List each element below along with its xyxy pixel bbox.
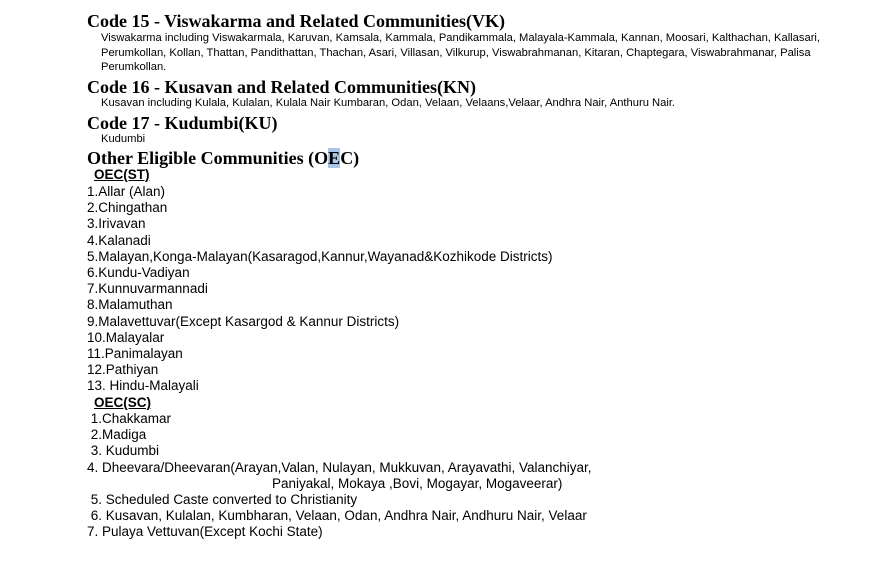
code-15-heading: Code 15 - Viswakarma and Related Communities(VK) [87, 11, 505, 31]
oec-heading-text: Other Eligible Communities (O [87, 148, 329, 168]
list-item [87, 460, 592, 492]
list-item: 3.Irivavan [87, 216, 146, 232]
list-item: 9.Malavettuvar(Except Kasargod & Kannur Districts) [87, 313, 400, 329]
list-item: 13. Hindu-Malayali [87, 378, 199, 394]
list-item: 4.Kalanadi [87, 232, 151, 248]
list-item-line: 4. Dheevara/Dheevaran(Arayan,Valan, Nulayan, Mukkuvan, Arayavathi, Valanchiyar, [87, 459, 592, 475]
code-17-description: Kudumbi [101, 133, 146, 145]
list-item: 2.Chingathan [87, 200, 168, 216]
oec-st-list [87, 184, 553, 394]
list-item: 5. Scheduled Caste converted to Christianity [87, 491, 358, 507]
list-item-continuation: Paniyakal, Mokaya ,Bovi, Mogayar, Mogaveerar) [272, 475, 563, 491]
list-item: 12.Pathiyan [87, 362, 159, 378]
list-item: 11.Panimalayan [87, 345, 183, 361]
code-16-description: Kusavan including Kulala, Kulalan, Kulala Nair Kumbaran, Odan, Velaan, Velaans,Velaar, Andhra Nair, Anthuru Nair. [101, 97, 676, 109]
oec-heading-text-end: C) [340, 148, 360, 168]
list-item: 10.Malayalar [87, 329, 165, 345]
list-item: 6.Kundu-Vadiyan [87, 264, 190, 280]
list-item: 3. Kudumbi [87, 443, 160, 459]
list-item: 7. Pulaya Vettuvan(Except Kochi State) [87, 524, 323, 540]
list-item: 1.Allar (Alan) [87, 184, 166, 199]
text-selection-highlight[interactable]: E [328, 148, 341, 168]
code-16-heading: Code 16 - Kusavan and Related Communities(KN) [87, 77, 477, 97]
list-item: 6. Kusavan, Kulalan, Kumbharan, Velaan, Odan, Andhra Nair, Andhuru Nair, Velaar [87, 508, 587, 524]
oec-sc-list [87, 411, 592, 541]
code-17-heading: Code 17 - Kudumbi(KU) [87, 113, 278, 133]
list-item: 8.Malamuthan [87, 297, 173, 313]
list-item: 5.Malayan,Konga-Malayan(Kasaragod,Kannur,Wayanad&Kozhikode Districts) [87, 248, 553, 264]
list-item: 1.Chakkamar [87, 411, 172, 426]
oec-sc-subheading: OEC(SC) [94, 395, 151, 410]
list-item: 7.Kunnuvarmannadi [87, 281, 208, 297]
list-item: 2.Madiga [87, 427, 147, 443]
oec-heading [87, 148, 359, 168]
code-15-description: Viswakarma including Viswakarmala, Karuvan, Kamsala, Kammala, Pandikammala, Malayala-Kammala, Kannan, Moosari, Kalthachan, Kallasari, Perumkollan, Kollan, Thattan, Pandithattan, Thachan, Asari, Villasan, Vilkurup, Viswabrahmanan, Kitaran, Chaptegara, Viswabrahmanar, Palisa Perumkollan. [101, 32, 821, 73]
oec-st-subheading: OEC(ST) [94, 167, 150, 182]
